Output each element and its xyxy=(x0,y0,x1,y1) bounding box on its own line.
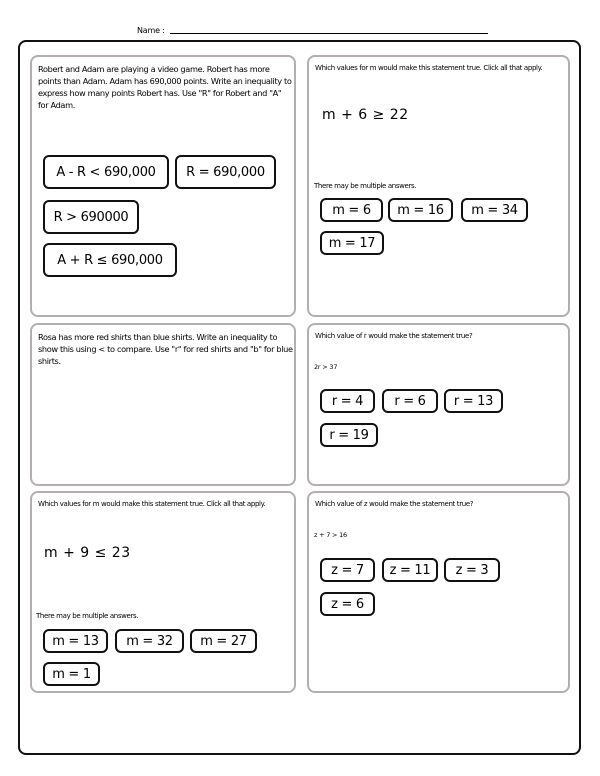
name-line[interactable] xyxy=(170,33,488,34)
q4-option-2[interactable]: r = 6 xyxy=(382,389,438,413)
q4-option-3[interactable]: r = 13 xyxy=(444,389,503,413)
q4-option-4[interactable]: r = 19 xyxy=(320,423,378,447)
name-label: Name : xyxy=(137,26,165,35)
question-2-panel xyxy=(307,55,570,317)
q2-option-3[interactable]: m = 34 xyxy=(461,198,528,222)
question-1-prompt: Robert and Adam are playing a video game. Robert has more points than Adam. Adam has 690,000 points. Write an inequality to express how many points Robert has. Use "R" for Robert and "A" for Adam. xyxy=(38,64,292,110)
question-3-prompt: Rosa has more red shirts than blue shirts. Write an inequality to show this using < to compare. Use "r" for red shirts and "b" for blue shirts. xyxy=(38,332,293,366)
name-field xyxy=(137,26,488,35)
question-2-expression: m + 6 ≥ 22 xyxy=(322,107,409,123)
question-6-prompt: Which value of z would make the statement true? xyxy=(315,500,474,508)
q1-option-1[interactable]: A - R < 690,000 xyxy=(43,155,169,189)
q6-option-3[interactable]: z = 3 xyxy=(444,558,500,582)
q5-option-3[interactable]: m = 27 xyxy=(190,629,257,653)
q6-option-1[interactable]: z = 7 xyxy=(320,558,375,582)
question-2-note: There may be multiple answers. xyxy=(314,182,417,190)
question-5-note: There may be multiple answers. xyxy=(36,612,139,620)
q6-option-2[interactable]: z = 11 xyxy=(382,558,438,582)
question-3-panel xyxy=(30,323,296,486)
q2-option-4[interactable]: m = 17 xyxy=(320,231,384,255)
question-4-expression: 2r > 37 xyxy=(314,363,338,371)
q2-option-2[interactable]: m = 16 xyxy=(388,198,453,222)
q5-option-2[interactable]: m = 32 xyxy=(115,629,184,653)
q4-option-1[interactable]: r = 4 xyxy=(320,389,375,413)
question-2-prompt: Which values for m would make this statement true. Click all that apply. xyxy=(315,64,543,72)
question-5-expression: m + 9 ≤ 23 xyxy=(44,545,131,561)
q5-option-1[interactable]: m = 13 xyxy=(43,629,108,653)
q5-option-4[interactable]: m = 1 xyxy=(43,662,100,686)
q1-option-4[interactable]: A + R ≤ 690,000 xyxy=(43,243,177,277)
question-6-expression: z + 7 > 16 xyxy=(314,531,347,539)
question-5-prompt: Which values for m would make this statement true. Click all that apply. xyxy=(38,500,266,508)
q6-option-4[interactable]: z = 6 xyxy=(320,592,375,616)
q2-option-1[interactable]: m = 6 xyxy=(320,198,383,222)
q1-option-2[interactable]: R = 690,000 xyxy=(175,155,276,189)
question-4-prompt: Which value of r would make the statement true? xyxy=(315,332,473,340)
q1-option-3[interactable]: R > 690000 xyxy=(43,200,139,234)
